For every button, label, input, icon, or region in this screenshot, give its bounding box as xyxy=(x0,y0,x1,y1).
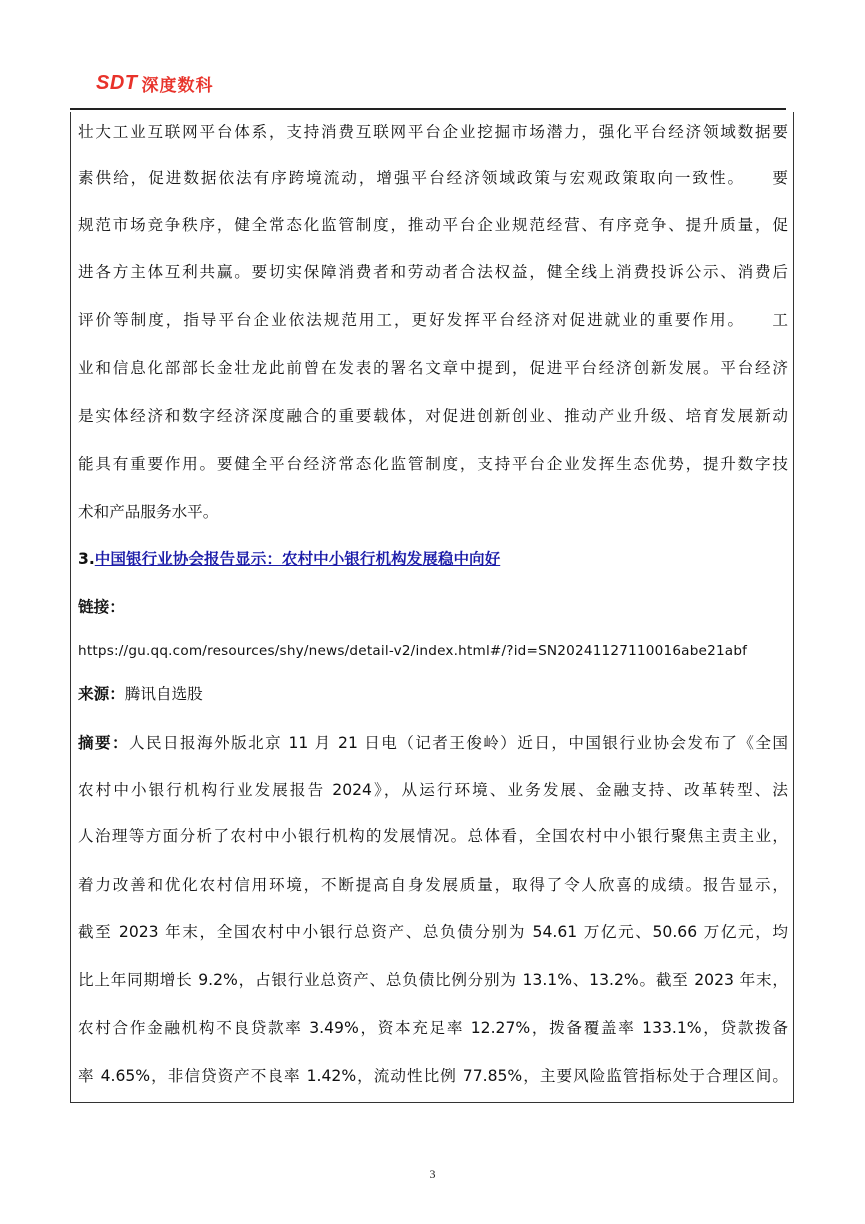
article-number: 3. xyxy=(78,550,95,568)
summary-line: 着力改善和优化农村信用环境，不断提高自身发展质量，取得了令人欣喜的成绩。报告显示， xyxy=(78,876,788,894)
para1-line: 进各方主体互利共赢。要切实保障消费者和劳动者合法权益，健全线上消费投诉公示、消费后 xyxy=(78,263,788,281)
summary-line: 截至 2023 年末，全国农村中小银行总资产、总负债分别为 54.61 万亿元、50.66 万亿元，均 xyxy=(78,923,788,941)
summary-label: 摘要： xyxy=(78,734,130,752)
para1-line: 是实体经济和数字经济深度融合的重要载体，对促进创新创业、推动产业升级、培育发展新动 xyxy=(78,407,788,425)
article-heading xyxy=(78,549,788,569)
para1-line: 规范市场竞争秩序，健全常态化监管制度，推动平台企业规范经营、有序竞争、提升质量，促 xyxy=(78,216,788,234)
summary-line xyxy=(78,733,788,753)
para1-line: 能具有重要作用。要健全平台经济常态化监管制度，支持平台企业发挥生态优势，提升数字技 xyxy=(78,455,788,473)
page-number: 3 xyxy=(429,1167,436,1181)
source-label: 来源： xyxy=(78,685,125,703)
logo-mark: SDT xyxy=(96,71,138,94)
para1-line: 壮大工业互联网平台体系，支持消费互联网平台企业挖掘市场潜力，强化平台经济领域数据要 xyxy=(78,123,788,141)
link-label: 链接： xyxy=(78,598,125,616)
source-value: 腾讯自选股 xyxy=(124,685,203,703)
para1-line: 术和产品服务水平。 xyxy=(78,503,219,521)
article-url[interactable]: https://gu.qq.com/resources/shy/news/detail-v2/index.html#/?id=SN20241127110016abe21abf xyxy=(78,643,748,659)
summary-line: 人治理等方面分析了农村中小银行机构的发展情况。总体看，全国农村中小银行聚焦主责主业， xyxy=(78,827,788,845)
article-title-link[interactable]: 中国银行业协会报告显示：农村中小银行机构发展稳中向好 xyxy=(94,550,501,568)
para1-line: 素供给，促进数据依法有序跨境流动，增强平台经济领域政策与宏观政策取向一致性。 要 xyxy=(78,169,788,187)
summary-line: 率 4.65%，非信贷资产不良率 1.42%，流动性比例 77.85%，主要风险监管指标处于合理区间。 xyxy=(78,1067,788,1085)
para1-line: 业和信息化部部长金壮龙此前曾在发表的署名文章中提到，促进平台经济创新发展。平台经济 xyxy=(78,359,788,377)
summary-line: 比上年同期增长 9.2%，占银行业总资产、总负债比例分别为 13.1%、13.2%。截至 2023 年末， xyxy=(78,971,788,989)
summary-line: 农村合作金融机构不良贷款率 3.49%，资本充足率 12.27%，拨备覆盖率 133.1%，贷款拨备 xyxy=(78,1019,788,1037)
para1-line: 评价等制度，指导平台企业依法规范用工，更好发挥平台经济对促进就业的重要作用。 工 xyxy=(78,311,788,329)
source-row xyxy=(78,684,788,704)
brand-logo xyxy=(96,70,214,96)
header-rule xyxy=(70,108,786,110)
summary-text: 人民日报海外版北京 11 月 21 日电（记者王俊岭）近日，中国银行业协会发布了《全国 xyxy=(129,734,788,752)
summary-line: 农村中小银行机构行业发展报告 2024》，从运行环境、业务发展、金融支持、改革转型、法 xyxy=(78,781,788,799)
logo-text: 深度数科 xyxy=(141,75,214,96)
